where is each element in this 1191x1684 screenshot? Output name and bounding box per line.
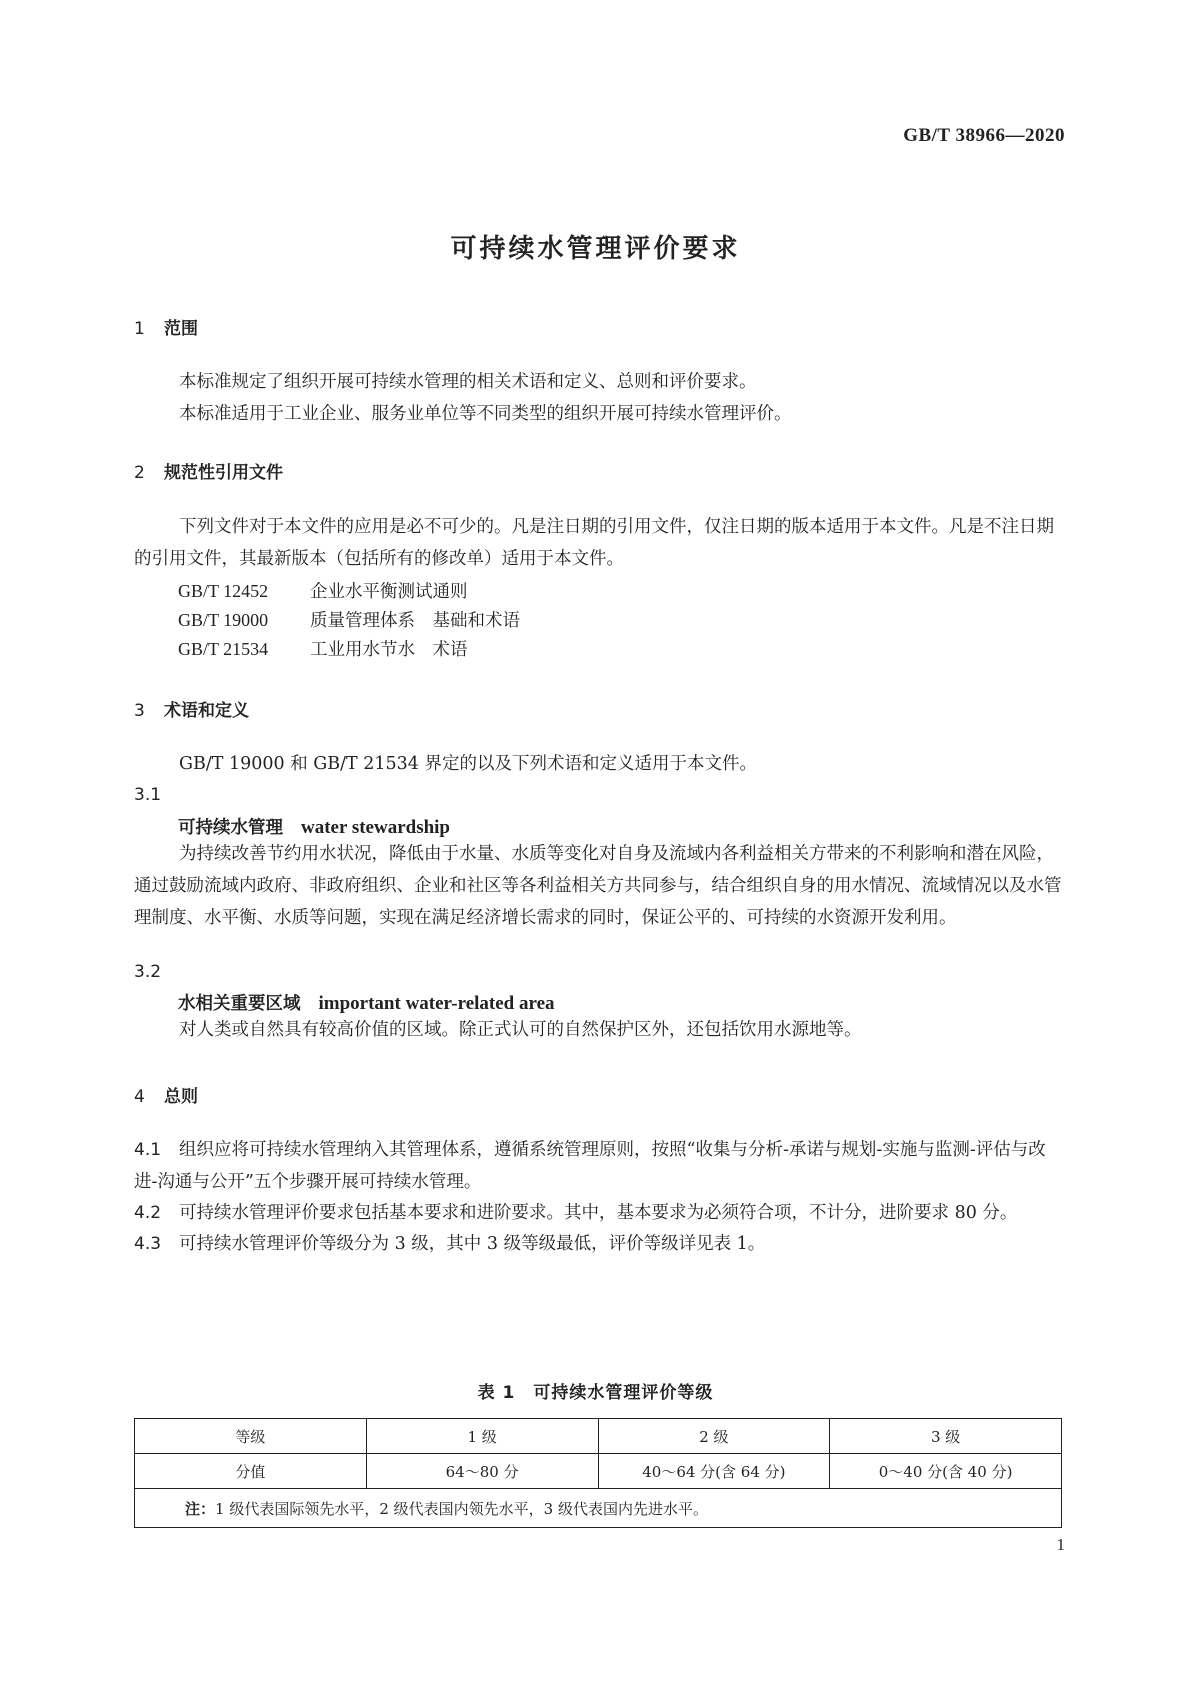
- reference-name: 工业用水节水 术语: [310, 640, 468, 660]
- clause-text: 可持续水管理评价等级分为 3 级，其中 3 级等级最低，评价等级详见表 1。: [179, 1234, 766, 1254]
- table-row: [135, 1454, 1062, 1489]
- clause-item: [134, 1134, 1062, 1198]
- term-definition: 对人类或自然具有较高价值的区域。除正式认可的自然保护区外，还包括饮用水源地等。: [179, 1020, 862, 1040]
- section-3-heading: [134, 696, 249, 721]
- clause-text: 组织应将可持续水管理纳入其管理体系，遵循系统管理原则，按照“收集与分析-承诺与规划-实施与监测-评估与改进-沟通与公开”五个步骤开展可持续水管理。: [134, 1140, 1046, 1192]
- clause-item: [134, 1197, 1062, 1229]
- term-entry: [178, 990, 555, 1015]
- table-header-row: [135, 1419, 1062, 1454]
- section-title: 总则: [164, 1087, 198, 1107]
- section-title: 范围: [164, 319, 198, 339]
- table-cell: 64～80 分: [366, 1454, 598, 1489]
- table-cell: 3 级: [830, 1419, 1062, 1454]
- table-note: [135, 1489, 1062, 1528]
- reference-name: 质量管理体系 基础和术语: [310, 611, 520, 631]
- table-cell: 2 级: [598, 1419, 830, 1454]
- reference-item: [178, 636, 468, 661]
- term-english: water stewardship: [301, 817, 451, 838]
- reference-code: GB/T 12452: [178, 581, 269, 601]
- table-cell: 等级: [135, 1419, 367, 1454]
- reference-item: [178, 578, 468, 603]
- paragraph: 本标准适用于工业企业、服务业单位等不同类型的组织开展可持续水管理评价。: [179, 404, 792, 424]
- document-title: 可持续水管理评价要求: [450, 234, 741, 264]
- paragraph: 下列文件对于本文件的应用是必不可少的。凡是注日期的引用文件，仅注日期的版本适用于本文件。凡是不注日期的引用文件，其最新版本（包括所有的修改单）适用于本文件。: [134, 517, 1054, 569]
- term-definition: 为持续改善节约用水状况，降低由于水量、水质等变化对自身及流域内各利益相关方带来的不利影响和潜在风险，通过鼓励流域内政府、非政府组织、企业和社区等各利益相关方共同参与，结合组织自身的用水情况、流域情况以及水管理制度、水平衡、水质等问题，实现在满足经济增长需求的同时，保证公平的、可持续的水资源开发利用。: [134, 844, 1062, 928]
- section-title: 术语和定义: [164, 701, 249, 721]
- note-text: 1 级代表国际领先水平，2 级代表国内领先水平，3 级代表国内先进水平。: [215, 1499, 708, 1518]
- table-title: 表 1 可持续水管理评价等级: [477, 1383, 714, 1403]
- section-1-heading: [134, 314, 198, 339]
- grade-table: [134, 1418, 1062, 1528]
- note-label: 注：: [185, 1499, 216, 1518]
- section-number: 3: [134, 701, 145, 721]
- reference-item: [178, 607, 520, 632]
- clause-number: 3.2: [134, 962, 162, 982]
- table-cell: 分值: [135, 1454, 367, 1489]
- clause-item: [134, 1228, 1062, 1260]
- section-4-heading: [134, 1082, 198, 1107]
- page-number: 1: [1056, 1535, 1065, 1554]
- paragraph: GB/T 19000 和 GB/T 21534 界定的以及下列术语和定义适用于本文件。: [179, 754, 757, 774]
- table-cell: 40～64 分(含 64 分): [598, 1454, 830, 1489]
- term-entry: [178, 814, 450, 839]
- table-cell: 1 级: [366, 1419, 598, 1454]
- section-2-heading: [134, 458, 283, 483]
- section-number: 4: [134, 1087, 145, 1107]
- clause-number: 4.3: [134, 1234, 162, 1254]
- reference-code: GB/T 19000: [178, 610, 269, 630]
- standard-code: GB/T 38966—2020: [903, 125, 1065, 146]
- clause-number: 4.2: [134, 1203, 162, 1223]
- section-title: 规范性引用文件: [164, 463, 283, 483]
- reference-code: GB/T 21534: [178, 639, 269, 659]
- term-english: important water-related area: [318, 993, 555, 1014]
- clause-number: 4.1: [134, 1140, 162, 1160]
- table-cell: 0～40 分(含 40 分): [830, 1454, 1062, 1489]
- table-note-row: [135, 1489, 1062, 1528]
- term-chinese: 可持续水管理: [178, 818, 283, 838]
- section-number: 1: [134, 319, 145, 339]
- clause-number: 3.1: [134, 785, 162, 805]
- paragraph: 本标准规定了组织开展可持续水管理的相关术语和定义、总则和评价要求。: [179, 372, 757, 392]
- section-number: 2: [134, 463, 145, 483]
- clause-text: 可持续水管理评价要求包括基本要求和进阶要求。其中，基本要求为必须符合项，不计分，进阶要求 80 分。: [179, 1203, 1018, 1223]
- term-chinese: 水相关重要区域: [178, 994, 301, 1014]
- reference-name: 企业水平衡测试通则: [310, 582, 468, 602]
